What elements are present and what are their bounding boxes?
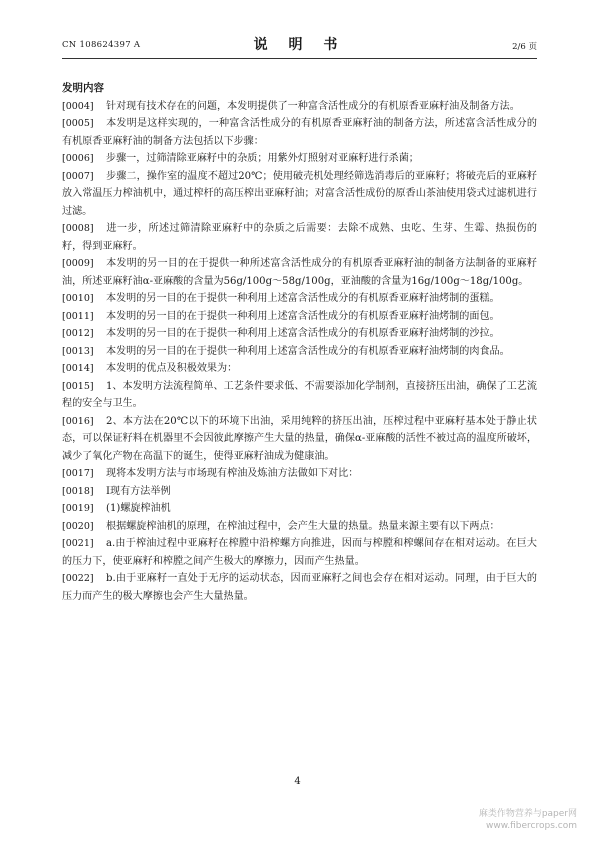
paragraph-text: 根据螺旋榨油机的原理，在榨油过程中，会产生大量的热量。热量来源主要有以下两点： <box>106 520 500 532</box>
paragraph <box>62 98 537 116</box>
section-heading: 发明内容 <box>62 82 104 94</box>
paragraph-text: b.由于亚麻籽一直处于无序的运动状态，因而亚麻籽之间也会存在相对运动。同理，由于巨大的压力而产生的极大摩擦也会产生大量热量。 <box>62 573 537 602</box>
paragraph-number: [0011] <box>62 310 94 322</box>
paragraph <box>62 360 537 378</box>
paragraph-text: 本发明的另一目的在于提供一种利用上述富含活性成分的有机原香亚麻籽油烤制的肉食品。 <box>106 345 510 357</box>
paragraph-text: 本发明是这样实现的，一种富含活性成分的有机原香亚麻籽油的制备方法，所述富含活性成分的有机原香亚麻籽油的制备方法包括以下步骤： <box>62 118 537 147</box>
paragraph <box>62 570 537 605</box>
paragraph-text: (1)螺旋榨油机 <box>106 503 171 514</box>
paragraph-number: [0014] <box>62 363 94 374</box>
paragraph-number: [0015] <box>62 380 94 392</box>
paragraph-text: 本发明的另一目的在于提供一种利用上述富含活性成分的有机原香亚麻籽油烤制的蛋糕。 <box>106 293 500 304</box>
paragraph <box>62 378 537 413</box>
paragraph-text: 2、本方法在20℃以下的环境下出油，采用纯粹的挤压出油，压榨过程中亚麻籽基本处于静止状态，可以保证籽料在机器里不会因彼此摩擦产生大量的热量，确保α-亚麻酸的活性不被过高的温度所破坏，减少了氧化产物在高温下的诞生，使得亚麻籽油成为健康油。 <box>62 415 537 462</box>
paragraph <box>62 168 537 221</box>
paragraph <box>62 483 537 501</box>
paragraph <box>62 255 537 290</box>
paragraph-number: [0004] <box>62 100 94 112</box>
paragraph-text: 步骤一，过筛清除亚麻籽中的杂质；用紫外灯照射对亚麻籽进行杀菌； <box>106 153 419 164</box>
watermark-line-1: 麻类作物营养与paper网 <box>478 809 577 819</box>
paragraph-text: 本发明的另一目的在于提供一种利用上述富含活性成分的有机原香亚麻籽油烤制的面包。 <box>106 310 500 322</box>
header-divider <box>62 58 537 59</box>
paragraph-number: [0016] <box>62 415 94 427</box>
paragraph-text: 本发明的另一目的在于提供一种所述富含活性成分的有机原香亚麻籽油的制备方法制备的亚麻籽油，所述亚麻籽油α-亚麻酸的含量为56g/100g～58g/100g，亚油酸的含量为16g/100g～18g/100g。 <box>62 258 537 287</box>
paragraph-list <box>62 98 537 606</box>
paragraph-number: [0010] <box>62 293 94 304</box>
paragraph <box>62 413 537 466</box>
paragraph-text: 现将本发明方法与市场现有榨油及炼油方法做如下对比： <box>106 468 359 479</box>
paragraph <box>62 308 537 326</box>
paragraph-text: 步骤二，操作室的温度不超过20℃；使用破壳机处理经筛选消毒后的亚麻籽；将破壳后的亚麻籽放入常温压力榨油机中，通过榨杆的高压榨出亚麻籽油；对富含活性成份的原香山茶油使用袋式过滤机进行过滤。 <box>62 170 537 217</box>
paragraph-number: [0006] <box>62 153 94 164</box>
paragraph-number: [0012] <box>62 328 94 339</box>
paragraph <box>62 220 537 255</box>
paragraph <box>62 325 537 343</box>
paragraph-number: [0009] <box>62 258 94 269</box>
page-number: 4 <box>294 776 301 787</box>
paragraph-number: [0019] <box>62 503 94 514</box>
paragraph-number: [0020] <box>62 520 94 532</box>
paragraph-text: 进一步，所述过筛清除亚麻籽中的杂质之后需要：去除不成熟、虫吃、生芽、生霉、热损伤的籽，得到亚麻籽。 <box>62 223 537 252</box>
paragraph-number: [0013] <box>62 345 94 357</box>
document-body <box>62 80 537 605</box>
paragraph-text: a.由于榨油过程中亚麻籽在榨膛中沿榨螺方向推进，因而与榨膛和榨螺间存在相对运动。在巨大的压力下，使亚麻籽和榨膛之间产生极大的摩擦力，因而产生热量。 <box>62 538 537 567</box>
paragraph <box>62 500 537 518</box>
watermark-line-2: www.fibercrops.com <box>486 821 577 831</box>
paragraph-text: 1、本发明方法流程简单、工艺条件要求低、不需要添加化学制剂，直接挤压出油，确保了工艺流程的安全与卫生。 <box>62 380 537 409</box>
paragraph-number: [0005] <box>62 118 94 129</box>
page-indicator: 2/6 页 <box>512 42 537 52</box>
publication-number: CN 108624397 A <box>62 40 141 50</box>
paragraph-text: 针对现有技术存在的问题，本发明提供了一种富含活性成分的有机原香亚麻籽油及制备方法。 <box>106 100 520 112</box>
paragraph <box>62 115 537 150</box>
paragraph <box>62 343 537 361</box>
paragraph-number: [0008] <box>62 223 94 234</box>
paragraph-number: [0021] <box>62 538 94 549</box>
paragraph-number: [0007] <box>62 170 94 182</box>
paragraph <box>62 535 537 570</box>
paragraph-text: Ⅰ现有方法举例 <box>106 485 171 497</box>
document-title: 说 明 书 <box>253 37 346 53</box>
paragraph <box>62 290 537 308</box>
paragraph <box>62 465 537 483</box>
watermark <box>479 808 577 832</box>
paragraph-number: [0022] <box>62 573 94 584</box>
paragraph-number: [0018] <box>62 485 94 497</box>
paragraph-number: [0017] <box>62 468 94 479</box>
paragraph <box>62 150 537 168</box>
paragraph-text: 本发明的另一目的在于提供一种利用上述富含活性成分的有机原香亚麻籽油烤制的沙拉。 <box>106 328 500 339</box>
paragraph-text: 本发明的优点及积极效果为： <box>106 363 238 374</box>
paragraph <box>62 518 537 536</box>
page-header <box>62 34 537 56</box>
